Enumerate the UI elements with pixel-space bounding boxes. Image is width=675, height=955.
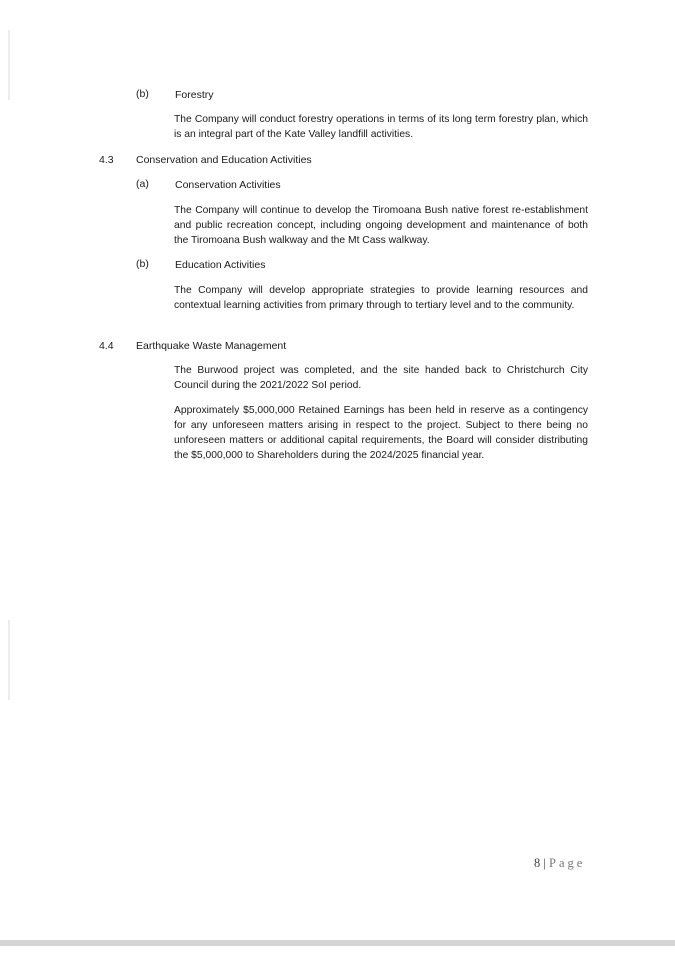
item-label: (b): [136, 88, 149, 100]
scan-edge-mark: [8, 620, 10, 700]
education-paragraph: The Company will develop appropriate strategies to provide learning resources and contextual learning activities from primary through to tertiary level and to the community.: [174, 285, 588, 311]
page-number-footer: [534, 856, 585, 871]
item-heading-education: Education Activities: [175, 259, 266, 271]
item-label: (b): [136, 258, 149, 270]
scan-bottom-bar: [0, 940, 675, 946]
conservation-paragraph: The Company will continue to develop the Tiromoana Bush native forest re-establishment and public recreation concept, including ongoing development and maintenance of both the Tiromoana Bush walkway and the Mt Cass walkway.: [174, 205, 588, 246]
item-label: (a): [136, 178, 149, 190]
page-separator: |: [543, 856, 546, 870]
page-word: Page: [549, 856, 586, 870]
section-heading-earthquake-waste: Earthquake Waste Management: [136, 340, 287, 352]
scan-edge-mark: [8, 30, 10, 100]
burwood-paragraph: The Burwood project was completed, and the site handed back to Christchurch City Council during the 2021/2022 SoI period.: [174, 365, 588, 391]
item-heading-forestry: Forestry: [175, 89, 214, 101]
item-heading-conservation: Conservation Activities: [175, 179, 281, 191]
retained-earnings-paragraph: Approximately $5,000,000 Retained Earnings has been held in reserve as a contingency for any unforeseen matters arising in respect to the project. Subject to there being no unforeseen matters or additional capital requirements, the Board will consider distributing the $5,000,000 to Shareholders during the 2024/2025 financial year.: [174, 405, 588, 461]
forestry-paragraph: The Company will conduct forestry operations in terms of its long term forestry plan, which is an integral part of the Kate Valley landfill activities.: [174, 114, 588, 140]
page-number: 8: [534, 856, 541, 870]
section-heading-conservation-education: Conservation and Education Activities: [136, 154, 312, 166]
section-number: 4.3: [99, 154, 114, 166]
section-number: 4.4: [99, 340, 114, 352]
